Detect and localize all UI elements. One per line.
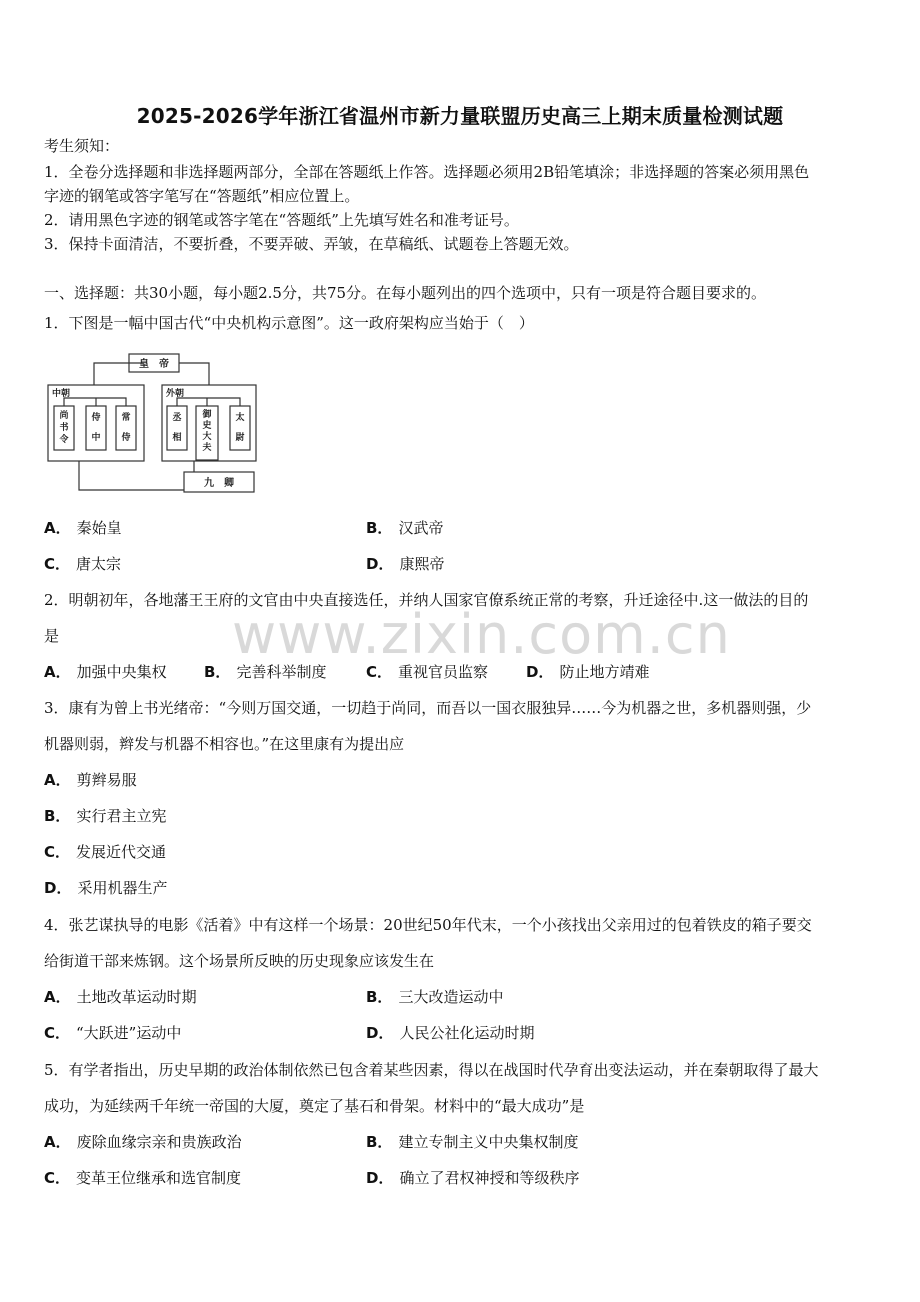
option-text: 防止地方靖难	[559, 663, 650, 681]
central-institution-diagram	[44, 350, 260, 498]
diagram-outer-box-3-char-2: 尉	[235, 433, 245, 443]
option-text: 建立专制主义中央集权制度	[398, 1133, 579, 1151]
question-2-option-c[interactable]	[366, 662, 488, 682]
option-text: 土地改革运动时期	[76, 988, 197, 1006]
option-text: “大跃进”运动中	[76, 1024, 182, 1042]
question-5-option-a[interactable]	[44, 1132, 242, 1152]
question-2-option-d[interactable]	[526, 662, 649, 682]
question-3-stem-line-1: 3．康有为曾上书光绪帝：“今则万国交通，一切趋于尚同，而吾以一国衣服独异……今为机器之世，多机器则强，少	[44, 699, 812, 717]
option-letter: A．	[44, 771, 71, 789]
diagram-emperor-label: 皇 帝	[139, 359, 169, 370]
option-letter: B．	[204, 663, 231, 681]
option-letter: A．	[44, 663, 71, 681]
question-4-option-b[interactable]	[366, 987, 503, 1007]
question-5-stem-line-2: 成功，为延续两千年统一帝国的大厦，奠定了基石和骨架。材料中的“最大成功”是	[44, 1097, 585, 1115]
option-text: 重视官员监察	[398, 663, 489, 681]
question-2-stem-line-2: 是	[44, 627, 60, 645]
question-4-option-c[interactable]	[44, 1023, 181, 1043]
question-3-stem-line-2: 机器则弱，辫发与机器不相容也。”在这里康有为提出应	[44, 735, 405, 753]
option-letter: B．	[44, 807, 71, 825]
option-letter: D．	[366, 555, 394, 573]
diagram-outer-box-2-char-1: 御	[202, 410, 212, 420]
option-text: 三大改造运动中	[398, 988, 504, 1006]
option-text: 汉武帝	[398, 519, 444, 537]
notice-line-1: 1．全卷分选择题和非选择题两部分，全部在答题纸上作答。选择题必须用2B铅笔填涂；非选择题的答案必须用黑色	[44, 163, 810, 181]
question-5-stem-line-1: 5．有学者指出，历史早期的政治体制依然已包含着某些因素，得以在战国时代孕育出变法运动，并在秦朝取得了最大	[44, 1061, 819, 1079]
diagram-outer-box-1-char-1: 丞	[172, 413, 182, 423]
diagram-nine-ministers-label: 九 卿	[204, 478, 234, 489]
diagram-inner-box-3-char-2: 侍	[121, 433, 131, 443]
option-letter: B．	[366, 519, 393, 537]
notice-line-4: 3．保持卡面清洁，不要折叠，不要弄破、弄皱，在草稿纸、试题卷上答题无效。	[44, 235, 579, 253]
question-2-option-a[interactable]	[44, 662, 167, 682]
option-letter: B．	[366, 1133, 393, 1151]
diagram-inner-box-1-char-2: 书	[59, 423, 69, 433]
question-2-stem-line-1: 2．明朝初年，各地藩王王府的文官由中央直接选任，并纳人国家官僚系统正常的考察，升迁途径中.这一做法的目的	[44, 591, 809, 609]
question-5-option-b[interactable]	[366, 1132, 578, 1152]
option-text: 人民公社化运动时期	[399, 1024, 535, 1042]
option-text: 康熙帝	[399, 555, 445, 573]
option-letter: D．	[44, 879, 72, 897]
diagram-inner-box-3-char-1: 常	[121, 413, 131, 423]
question-5-option-d[interactable]	[366, 1168, 579, 1188]
option-text: 实行君主立宪	[76, 807, 167, 825]
diagram-inner-box-1-char-1: 尚	[59, 411, 69, 421]
question-4-stem-line-1: 4．张艺谋执导的电影《活着》中有这样一个场景：20世纪50年代末，一个小孩找出父亲用过的包着铁皮的箱子要交	[44, 916, 812, 934]
question-1-option-b[interactable]	[366, 518, 443, 538]
option-letter: C．	[44, 555, 71, 573]
question-4-option-d[interactable]	[366, 1023, 534, 1043]
option-text: 确立了君权神授和等级秩序	[399, 1169, 580, 1187]
option-text: 废除血缘宗亲和贵族政治	[76, 1133, 242, 1151]
option-letter: C．	[44, 1169, 71, 1187]
option-letter: A．	[44, 988, 71, 1006]
exam-title: 2025-2026学年浙江省温州市新力量联盟历史高三上期末质量检测试题	[136, 104, 784, 128]
option-text: 剪辫易服	[76, 771, 137, 789]
option-letter: C．	[44, 1024, 71, 1042]
question-2-option-b[interactable]	[204, 662, 326, 682]
option-letter: D．	[366, 1169, 394, 1187]
diagram-outer-box-2-char-3: 大	[202, 432, 212, 442]
option-letter: D．	[366, 1024, 394, 1042]
option-text: 变革王位继承和选官制度	[76, 1169, 242, 1187]
question-4-option-a[interactable]	[44, 987, 197, 1007]
section-heading: 一、选择题：共30小题，每小题2.5分，共75分。在每小题列出的四个选项中，只有一项是符合题目要求的。	[44, 284, 767, 302]
diagram-inner-box-2-char-1: 侍	[91, 413, 101, 423]
question-1-option-c[interactable]	[44, 554, 121, 574]
diagram-inner-box-2-char-2: 中	[91, 433, 101, 443]
option-text: 加强中央集权	[76, 663, 167, 681]
diagram-outer-box-1-char-2: 相	[172, 433, 182, 443]
option-text: 采用机器生产	[77, 879, 168, 897]
option-text: 发展近代交通	[76, 843, 167, 861]
notice-line-2: 字迹的钢笔或答字笔写在“答题纸”相应位置上。	[44, 187, 360, 205]
diagram-outer-court-label: 外朝	[166, 389, 185, 399]
option-letter: A．	[44, 1133, 71, 1151]
diagram-inner-court-label: 中朝	[52, 389, 71, 399]
question-3-option-c[interactable]	[44, 842, 166, 862]
question-3-option-a[interactable]	[44, 770, 137, 790]
option-letter: C．	[44, 843, 71, 861]
option-text: 完善科举制度	[236, 663, 327, 681]
option-letter: A．	[44, 519, 71, 537]
question-1-stem: 1．下图是一幅中国古代“中央机构示意图”。这一政府架构应当始于（ ）	[44, 314, 534, 332]
question-4-stem-line-2: 给街道干部来炼钢。这个场景所反映的历史现象应该发生在	[44, 952, 435, 970]
option-letter: B．	[366, 988, 393, 1006]
question-3-option-b[interactable]	[44, 806, 166, 826]
option-letter: D．	[526, 663, 554, 681]
question-1-option-d[interactable]	[366, 554, 444, 574]
option-letter: C．	[366, 663, 393, 681]
notice-line-3: 2．请用黑色字迹的钢笔或答字笔在“答题纸”上先填写姓名和准考证号。	[44, 211, 519, 229]
diagram-outer-box-2-char-4: 夫	[202, 443, 212, 453]
question-1-option-a[interactable]	[44, 518, 122, 538]
question-5-option-c[interactable]	[44, 1168, 241, 1188]
option-text: 秦始皇	[76, 519, 122, 537]
diagram-outer-box-2-char-2: 史	[202, 421, 212, 431]
question-3-option-d[interactable]	[44, 878, 167, 898]
notice-heading: 考生须知：	[44, 137, 120, 155]
diagram-outer-box-3-char-1: 太	[235, 413, 245, 423]
watermark: www.zixin.com.cn	[232, 603, 731, 666]
diagram-inner-box-1-char-3: 令	[59, 435, 69, 445]
option-text: 唐太宗	[76, 555, 122, 573]
